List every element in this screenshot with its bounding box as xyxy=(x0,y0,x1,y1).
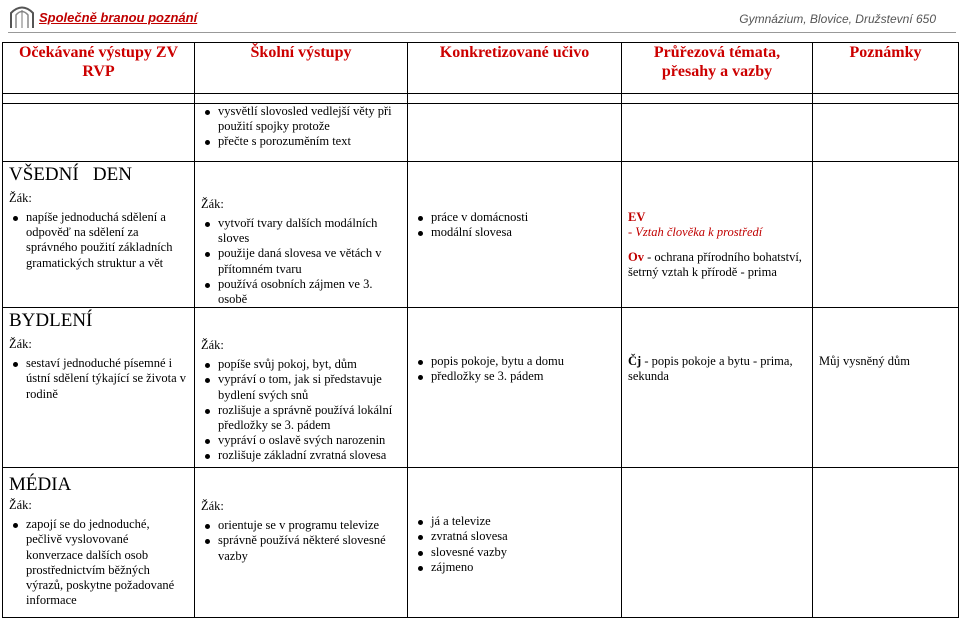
list-item: zájmeno xyxy=(431,560,615,575)
pt-ov-text: - ochrana přírodního bohatství, šetrný vztah k přírodě - prima xyxy=(628,250,802,279)
pt-ov-label: Ov xyxy=(628,250,644,264)
list-item: práce v domácnosti xyxy=(431,210,615,225)
section-title: MÉDIA xyxy=(9,474,72,496)
list-item: vysvětlí slovosled vedlejší věty při použití spojky protože xyxy=(218,104,401,134)
list-item: správně používá některé slovesné vazby xyxy=(218,533,401,563)
zak-label: Žák: xyxy=(201,197,224,211)
pt-ev-label: EV xyxy=(628,210,646,224)
pt-cj-label: Čj xyxy=(628,354,642,369)
list-item: přečte s porozuměním text xyxy=(218,134,401,149)
list-item: vypráví o tom, jak si představuje bydlení svých snů xyxy=(218,372,401,402)
header-divider xyxy=(8,32,956,33)
list-item: modální slovesa xyxy=(431,225,615,240)
list-item: popis pokoje, bytu a domu xyxy=(431,354,615,369)
col-cross-themes: Průřezová témata, přesahy a vazby xyxy=(622,43,813,94)
list-item: vytvoří tvary dalších modálních sloves xyxy=(218,216,401,246)
list-item: zapojí se do jednoduché, pečlivě vyslovované konverzace dalších osob prostřednictvím běžných výrazů, poskytne požadované informace xyxy=(26,517,188,608)
list-item: rozlišuje základní zvratná slovesa xyxy=(218,448,401,463)
section-title: BYDLENÍ xyxy=(9,310,93,332)
list-item: používá osobních zájmen ve 3. osobě xyxy=(218,277,401,307)
zak-label: Žák: xyxy=(201,338,224,353)
zak-label: Žák: xyxy=(9,191,32,205)
col-school-outputs: Školní výstupy xyxy=(195,43,408,94)
list-item: rozlišuje a správně používá lokální předložky se 3. pádem xyxy=(218,403,401,433)
logo-text: Společně branou poznání xyxy=(39,9,198,25)
table-row xyxy=(3,468,959,618)
list-item: slovesné vazby xyxy=(431,545,615,560)
header-row xyxy=(3,43,959,94)
pt-ev-text: - Vztah člověka k prostředí xyxy=(628,225,763,239)
table-row xyxy=(3,308,959,468)
list-item: napíše jednoduchá sdělení a odpověď na sdělení za správného použití základních gramatických struktur a vět xyxy=(26,210,188,271)
zak-label: Žák: xyxy=(9,498,32,513)
list-item: vypráví o oslavě svých narozenin xyxy=(218,433,401,448)
col-expected-outputs: Očekávané výstupy ZV RVP xyxy=(3,43,195,94)
logo xyxy=(8,3,197,31)
list-item: orientuje se v programu televize xyxy=(218,518,401,533)
list-item: předložky se 3. pádem xyxy=(431,369,615,384)
list-item: popíše svůj pokoj, byt, dům xyxy=(218,357,401,372)
curriculum-table xyxy=(2,42,959,618)
zak-label: Žák: xyxy=(9,337,32,352)
col-notes: Poznámky xyxy=(813,43,959,94)
list-item: já a televize xyxy=(431,514,615,529)
zak-label: Žák: xyxy=(201,499,224,514)
list-item: použije daná slovesa ve větách v přítomném tvaru xyxy=(218,246,401,276)
gate-logo-icon xyxy=(8,4,36,30)
table-row xyxy=(3,104,959,162)
list-item: zvratná slovesa xyxy=(431,529,615,544)
table-row xyxy=(3,162,959,308)
section-title: VŠEDNÍ DEN xyxy=(9,164,132,185)
pt-cj-text: - popis pokoje a bytu - prima, sekunda xyxy=(628,354,793,384)
spacer-row xyxy=(3,94,959,104)
school-address: Gymnázium, Blovice, Družstevní 650 xyxy=(739,12,936,26)
list-item: sestaví jednoduché písemné i ústní sdělení týkající se života v rodině xyxy=(26,356,187,401)
note-text: Můj vysněný dům xyxy=(819,354,910,369)
col-content: Konkretizované učivo xyxy=(408,43,622,94)
